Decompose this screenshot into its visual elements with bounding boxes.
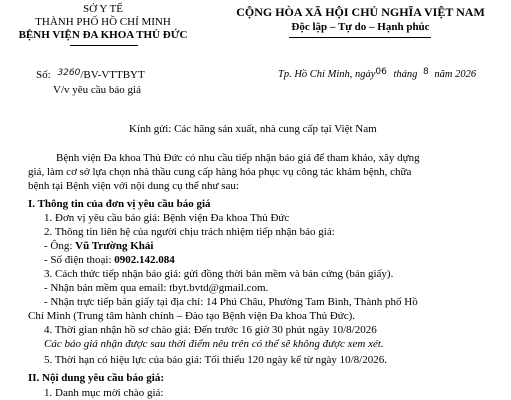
place-prefix: Tp. Hồ Chí Minh, ngày bbox=[278, 69, 376, 80]
email-line: - Nhận bản mềm qua email: tbyt.bvtd@gmail.com. bbox=[44, 282, 269, 294]
org-name: BỆNH VIỆN ĐA KHOA THỦ ĐỨC bbox=[18, 29, 188, 41]
section-1-item-5: 5. Thời hạn có hiệu lực của báo giá: Tối thiểu 120 ngày kể từ ngày 10/8/2026. bbox=[44, 354, 387, 366]
so-number-handwritten: 3260 bbox=[57, 68, 81, 78]
national-motto: Độc lập – Tự do – Hạnh phúc bbox=[291, 21, 430, 33]
phone-label: - Số điện thoại: bbox=[44, 254, 115, 266]
month-handwritten: 8 bbox=[423, 67, 429, 77]
contact-phone-line bbox=[44, 254, 175, 266]
section-2-title: II. Nội dung yêu cầu báo giá: bbox=[28, 372, 165, 384]
contact-name-line bbox=[44, 240, 153, 252]
year-label: năm 2026 bbox=[434, 69, 477, 80]
org-underline bbox=[70, 45, 138, 46]
day-handwritten: 06 bbox=[375, 67, 387, 77]
motto-underline bbox=[289, 37, 431, 38]
contact-name: Vũ Trường Khải bbox=[75, 240, 154, 252]
salutation: Kính gửi: Các hãng sản xuất, nhà cung cấp tại Việt Nam bbox=[129, 123, 377, 135]
intro-line-3: bệnh tại Bệnh viện với nội dung cụ thể như sau: bbox=[28, 180, 239, 192]
deadline-note: Các báo giá nhận được sau thời điểm nêu trên có thể sẽ không được xem xét. bbox=[44, 338, 384, 350]
address-line-1: - Nhận trực tiếp bản giấy tại địa chỉ: 14 Phú Châu, Phường Tam Bình, Thành phố Hồ bbox=[44, 296, 418, 308]
org-parent-line1: SỞ Y TẾ bbox=[83, 3, 123, 15]
section-1-item-1: 1. Đơn vị yêu cầu báo giá: Bệnh viện Đa khoa Thủ Đức bbox=[44, 212, 290, 224]
section-1-item-3: 3. Cách thức tiếp nhận báo giá: gửi đồng thời bản mềm và bản cứng (bản giấy). bbox=[44, 268, 394, 280]
section-1-title: I. Thông tin của đơn vị yêu cầu báo giá bbox=[28, 198, 211, 210]
intro-line-1: Bệnh viện Đa khoa Thủ Đức có nhu cầu tiếp nhận báo giá để tham khảo, xây dựng bbox=[56, 152, 420, 164]
place-date bbox=[278, 69, 476, 80]
section-2-item-1: 1. Danh mục mời chào giá: bbox=[44, 387, 164, 399]
document-subject: V/v yêu cầu báo giá bbox=[53, 84, 141, 96]
section-1-item-4: 4. Thời gian nhận hồ sơ chào giá: Đến trước 16 giờ 30 phút ngày 10/8/2026 bbox=[44, 324, 377, 336]
section-1-item-2: 2. Thông tin liên hệ của người chịu trách nhiệm tiếp nhận báo giá: bbox=[44, 226, 335, 238]
contact-name-label: - Ông: bbox=[44, 240, 76, 252]
address-line-2: Chí Minh (Trung tâm hành chính – Đào tạo Bệnh viện Đa khoa Thủ Đức). bbox=[28, 310, 356, 322]
document-number bbox=[36, 69, 145, 81]
national-title: CỘNG HÒA XÃ HỘI CHỦ NGHĨA VIỆT NAM bbox=[236, 5, 485, 19]
so-label: Số: bbox=[36, 69, 51, 81]
org-parent-line2: THÀNH PHỐ HỒ CHÍ MINH bbox=[35, 16, 171, 28]
intro-line-2: giá, làm cơ sở lựa chọn nhà thầu cung cấp hàng hóa phục vụ công tác khám bệnh, chữa bbox=[28, 166, 412, 178]
contact-phone: 0902.142.084 bbox=[114, 254, 175, 266]
month-label: tháng bbox=[393, 69, 418, 80]
so-suffix: /BV-VTTBYT bbox=[80, 69, 145, 81]
